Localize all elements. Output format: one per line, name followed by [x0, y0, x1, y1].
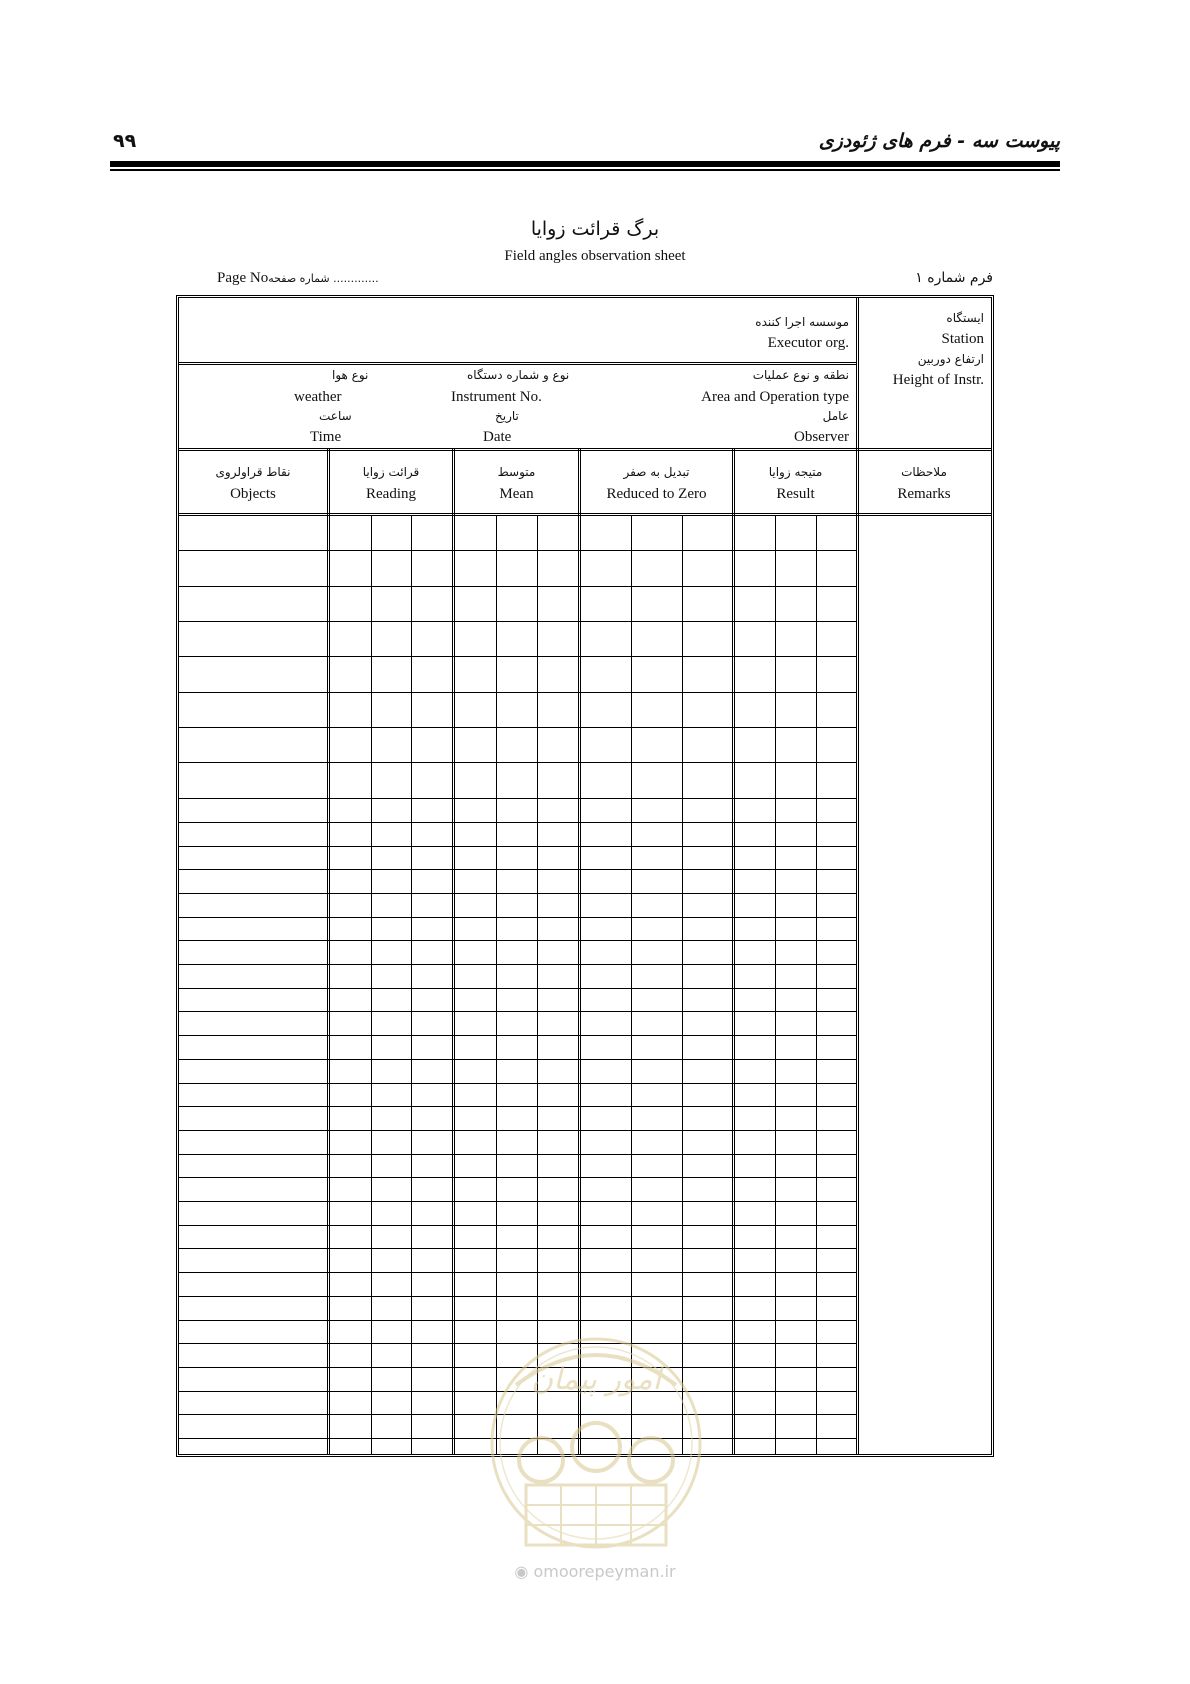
station-label-fa: ایستگاه [946, 311, 984, 325]
col-reduced-en: Reduced to Zero [606, 486, 707, 502]
col-reading-fa: قرائت زوایا [362, 465, 420, 479]
station-divider [856, 298, 859, 450]
grid-row-line [179, 1130, 856, 1131]
watermark-text [0, 1562, 1190, 1581]
page-number: ۹۹ [113, 130, 137, 152]
executor-divider [179, 362, 856, 365]
grid-row-line [179, 762, 856, 763]
grid-row-line [179, 692, 856, 693]
time-label-en: Time [310, 429, 342, 445]
executor-label-en: Executor org. [767, 335, 849, 351]
time-label-fa: ساعت [319, 409, 352, 423]
observer-label-en: Observer [794, 429, 849, 445]
grid-row-line [179, 988, 856, 989]
observation-form [176, 295, 994, 1457]
col-reduced-fa: تبدیل به صفر [623, 465, 690, 479]
grid-row-line [179, 1083, 856, 1084]
grid-subcolumn-line [537, 515, 538, 1454]
grid-row-line [179, 822, 856, 823]
header-rule-thin [110, 169, 1060, 171]
grid-row-line [179, 1296, 856, 1297]
col-divider-objects [327, 448, 330, 1454]
watermark-url: omoorepeyman.ir [533, 1562, 676, 1581]
grid-row-line [179, 1177, 856, 1178]
date-label-fa: تاریخ [495, 409, 519, 423]
col-divider-result [856, 448, 859, 1454]
grid-row-line [179, 893, 856, 894]
grid-row-line [179, 1320, 856, 1321]
observer-label-fa: عامل [822, 409, 849, 423]
col-result-en: Result [776, 486, 815, 502]
station-label-en: Station [941, 331, 984, 347]
page-number-field [217, 270, 379, 287]
grid-row-line [179, 1059, 856, 1060]
grid-row-line [179, 550, 856, 551]
height-label-en: Height of Instr. [892, 372, 984, 388]
page-no-fa: شماره صفحه ............. [268, 272, 379, 285]
grid-row-line [179, 1272, 856, 1273]
watermark-logo [486, 1325, 706, 1560]
grid-subcolumn-line [775, 515, 776, 1454]
sheet-title-en: Field angles observation sheet [504, 248, 686, 264]
col-objects-fa: نقاط قراولروی [215, 465, 291, 479]
globe-icon: ◉ [514, 1562, 529, 1581]
col-result-fa: متیجه زوایا [768, 465, 823, 479]
date-label-en: Date [483, 429, 512, 445]
col-divider-reduced [732, 448, 735, 1454]
instrument-label-fa: نوع و شماره دستگاه [467, 368, 570, 382]
grid-row-line [179, 1225, 856, 1226]
grid-subcolumn-line [496, 515, 497, 1454]
grid-row-line [179, 1011, 856, 1012]
area-label-fa: نطقه و نوع عملیات [752, 368, 849, 382]
grid-row-line [179, 1248, 856, 1249]
column-header-rule [179, 513, 991, 516]
grid-row-line [179, 621, 856, 622]
grid-row-line [179, 869, 856, 870]
col-remarks-fa: ملاحظات [901, 465, 947, 479]
grid-row-line [179, 1035, 856, 1036]
weather-label-fa: نوع هوا [332, 368, 369, 382]
col-divider-mean [578, 448, 581, 1454]
col-mean-fa: متوسط [497, 465, 536, 479]
grid-row-line [179, 917, 856, 918]
weather-label-en: weather [294, 389, 342, 405]
running-title: پیوست سه - فرم های ژئودزی [818, 130, 1060, 152]
height-label-fa: ارتفاع دوربین [917, 352, 984, 366]
sheet-title-fa: برگ قرائت زوایا [530, 218, 660, 240]
grid-row-line [179, 964, 856, 965]
grid-row-line [179, 656, 856, 657]
grid-subcolumn-line [816, 515, 817, 1454]
grid-subcolumn-line [631, 515, 632, 1454]
header-rule [110, 161, 1060, 167]
grid-row-line [179, 798, 856, 799]
grid-row-line [179, 586, 856, 587]
grid-row-line [179, 727, 856, 728]
grid-subcolumn-line [371, 515, 372, 1454]
grid-row-line [179, 1201, 856, 1202]
grid-row-line [179, 1106, 856, 1107]
col-divider-reading [452, 448, 455, 1454]
grid-row-line [179, 1154, 856, 1155]
col-reading-en: Reading [366, 486, 416, 502]
executor-label-fa: موسسه اجرا کننده [755, 315, 849, 329]
col-mean-en: Mean [499, 486, 534, 502]
info-bottom-rule [179, 448, 991, 451]
col-remarks-en: Remarks [897, 486, 951, 502]
page-no-en: Page No [217, 270, 269, 286]
watermark-logo-text: امور پیمان [531, 1362, 661, 1397]
grid-row-line [179, 940, 856, 941]
area-label-en: Area and Operation type [701, 389, 849, 405]
grid-row-line [179, 846, 856, 847]
col-objects-en: Objects [230, 486, 276, 502]
grid-subcolumn-line [411, 515, 412, 1454]
form-number: فرم شماره ۱ [915, 270, 993, 286]
grid-subcolumn-line [682, 515, 683, 1454]
instrument-label-en: Instrument No. [451, 389, 542, 405]
